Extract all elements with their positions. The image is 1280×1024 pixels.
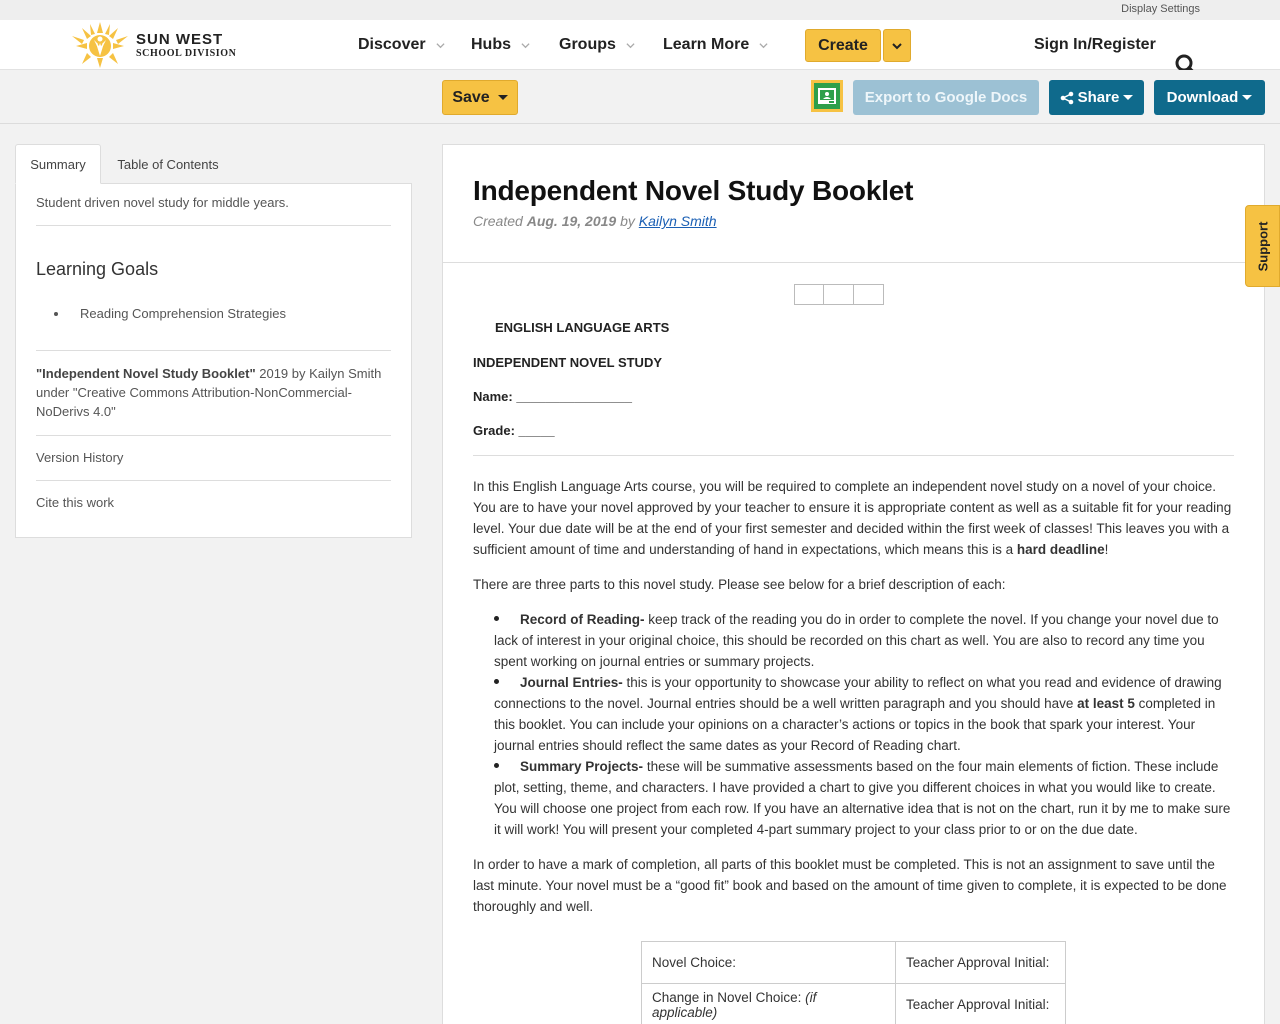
chevron-down-icon	[521, 41, 530, 50]
document-body	[443, 263, 1264, 1024]
chevron-down-icon	[759, 41, 768, 50]
cell-text: Novel Choice:	[652, 955, 737, 970]
intro-bold: hard deadline	[1016, 542, 1105, 557]
intro-text: In this English Language Arts course, you will be required to complete an independent novel study on a novel of your choice. You are to have your novel approved by your teacher to ensure it is appropriate content as well as a suitable fit for your reading level. Your due date will be at the end of your first semester and decided within the first week of classes! This leaves you with a sufficient amount of time and understanding of hand in expectations, which means this is a	[473, 479, 1232, 557]
table-cell	[896, 942, 1066, 984]
sign-in-register-link[interactable]: Sign In/Register	[1034, 36, 1156, 53]
nav-learn-more[interactable]	[663, 36, 768, 54]
part-text: this is your opportunity to showcase your ability to reflect on what you read and evidence of drawing connections to the novel. Journal entries should be a well written paragraph and you should have	[494, 675, 1222, 711]
nav-groups-label: Groups	[559, 36, 616, 53]
empty-cell	[824, 284, 854, 305]
bullet-icon	[494, 616, 499, 621]
support-tab[interactable]	[1245, 205, 1280, 287]
part-title: Summary Projects-	[520, 759, 644, 774]
novel-study-heading: INDEPENDENT NOVEL STUDY	[473, 355, 663, 370]
save-button-label: Save	[452, 88, 490, 106]
license-title: "Independent Novel Study Booklet"	[36, 366, 256, 381]
save-button[interactable]	[442, 80, 518, 115]
nav-hubs-label: Hubs	[471, 36, 511, 53]
cell-text: Change in Novel Choice:	[652, 989, 806, 1005]
divider	[473, 455, 1234, 456]
completion-paragraph: In order to have a mark of completion, all parts of this booklet must be completed. This is not an assignment to save until the last minute. Your novel must be a “good fit” book and based on the amount of time given to complete, it is expected to be done thoroughly and well.	[473, 857, 1227, 914]
cite-work-link[interactable]: Cite this work	[36, 495, 115, 510]
empty-cell	[854, 284, 884, 305]
empty-cell	[794, 284, 824, 305]
learning-goals-heading: Learning Goals	[36, 259, 159, 279]
main-navbar	[0, 20, 1280, 70]
logo-line1: SUN WEST	[136, 30, 224, 48]
created-date: Aug. 19, 2019	[526, 213, 617, 229]
empty-table	[443, 284, 1234, 305]
summary-panel	[15, 183, 412, 538]
share-icon	[1060, 91, 1074, 105]
list-item	[494, 756, 1234, 840]
intro-end: !	[1104, 542, 1109, 557]
list-item	[494, 672, 1234, 756]
table-row	[642, 984, 1066, 1024]
document-header	[443, 145, 1264, 263]
intro-paragraph	[473, 476, 1234, 560]
caret-down-icon	[498, 95, 508, 100]
chevron-down-icon	[626, 41, 635, 50]
part-text: keep track of the reading you do in order to complete the novel. If you change your novel due to lack of interest in your original choice, this should be recorded on this chart as well. You are also to record any time you spent working on journal entries or summary projects.	[494, 612, 1219, 669]
table-cell	[642, 984, 896, 1024]
nav-groups[interactable]	[559, 36, 635, 54]
page-title: Independent Novel Study Booklet	[473, 175, 914, 206]
part-text: completed in this booklet. You can include your opinions on a character’s actions or topics in the book that spark your interest. Your journal entries should reflect the same dates as your Record of Reading chart.	[494, 696, 1216, 753]
chevron-down-icon	[891, 40, 903, 52]
support-label: Support	[1255, 221, 1271, 271]
google-classroom-icon[interactable]	[811, 80, 843, 112]
logo-line2: SCHOOL DIVISION	[136, 47, 237, 59]
name-field: Name: ________________	[473, 389, 633, 404]
nav-hubs[interactable]	[471, 36, 530, 54]
grade-field: Grade: _____	[473, 423, 555, 438]
by-label: by	[620, 213, 635, 229]
bullet-icon	[494, 763, 499, 768]
caret-down-icon	[1123, 95, 1133, 100]
version-history-link[interactable]: Version History	[36, 436, 391, 481]
table-row	[642, 942, 1066, 984]
display-settings-link[interactable]: Display Settings	[1121, 3, 1200, 15]
download-button-label: Download	[1166, 89, 1239, 106]
export-google-docs-button[interactable]: Export to Google Docs	[853, 80, 1039, 115]
share-button-label: Share	[1077, 89, 1120, 106]
document-panel	[442, 144, 1265, 1024]
share-button[interactable]	[1049, 80, 1144, 115]
bullet-icon	[494, 679, 499, 684]
created-label: Created	[473, 213, 523, 229]
part-title: Journal Entries-	[520, 675, 623, 690]
cell-text: Teacher Approval Initial:	[906, 997, 1050, 1012]
download-button[interactable]	[1154, 80, 1265, 115]
novel-choice-table	[641, 941, 1066, 1024]
learning-goal-label: Reading Comprehension Strategies	[80, 306, 286, 321]
author-link[interactable]: Kailyn Smith	[638, 213, 717, 229]
parts-list	[494, 609, 1234, 840]
cell-italic: (if applicable)	[652, 989, 817, 1020]
table-cell	[896, 984, 1066, 1024]
list-item	[494, 609, 1234, 672]
sun-logo-icon	[70, 22, 132, 68]
sidebar-tabs	[15, 144, 412, 184]
nav-discover[interactable]	[358, 36, 445, 54]
part-title: Record of Reading-	[520, 612, 645, 627]
create-dropdown-button[interactable]	[883, 29, 911, 62]
subject-heading: ENGLISH LANGUAGE ARTS	[495, 320, 670, 335]
license-text: 2019 by Kailyn Smith under "Creative Commons Attribution-NonCommercial-NoDerivs 4.0"	[36, 366, 382, 419]
site-logo[interactable]	[70, 22, 240, 68]
utility-bar	[0, 0, 1280, 20]
table-cell	[642, 942, 896, 984]
part-text: these will be summative assessments based on the four main elements of fiction. These include plot, setting, theme, and characters. I have provided a chart to give you different choices in what you would like to create. You will choose one project from each row. If you have an alternative idea that is not on the chart, run it by me to make sure it will work! You will present your completed 4-part summary project to your class prior to or on the due date.	[494, 759, 1231, 837]
tab-table-of-contents[interactable]: Table of Contents	[117, 156, 219, 172]
resource-toolbar	[0, 70, 1280, 124]
parts-intro: There are three parts to this novel study. Please see below for a brief description of each:	[473, 577, 1006, 592]
nav-learn-more-label: Learn More	[663, 36, 750, 53]
license-attribution	[36, 351, 391, 436]
tab-summary[interactable]: Summary	[15, 144, 101, 184]
learning-goal-item	[54, 306, 391, 321]
classroom-glyph-icon	[817, 87, 837, 105]
cell-text: Teacher Approval Initial:	[906, 955, 1050, 970]
chevron-down-icon	[436, 41, 445, 50]
nav-discover-label: Discover	[358, 36, 426, 53]
bullet-icon	[54, 312, 58, 316]
caret-down-icon	[1242, 95, 1252, 100]
resource-description: Student driven novel study for middle years.	[36, 184, 391, 226]
create-button[interactable]: Create	[805, 29, 881, 62]
resource-sidebar	[15, 144, 412, 538]
part-bold: at least 5	[1077, 696, 1135, 711]
document-meta	[473, 213, 1234, 229]
